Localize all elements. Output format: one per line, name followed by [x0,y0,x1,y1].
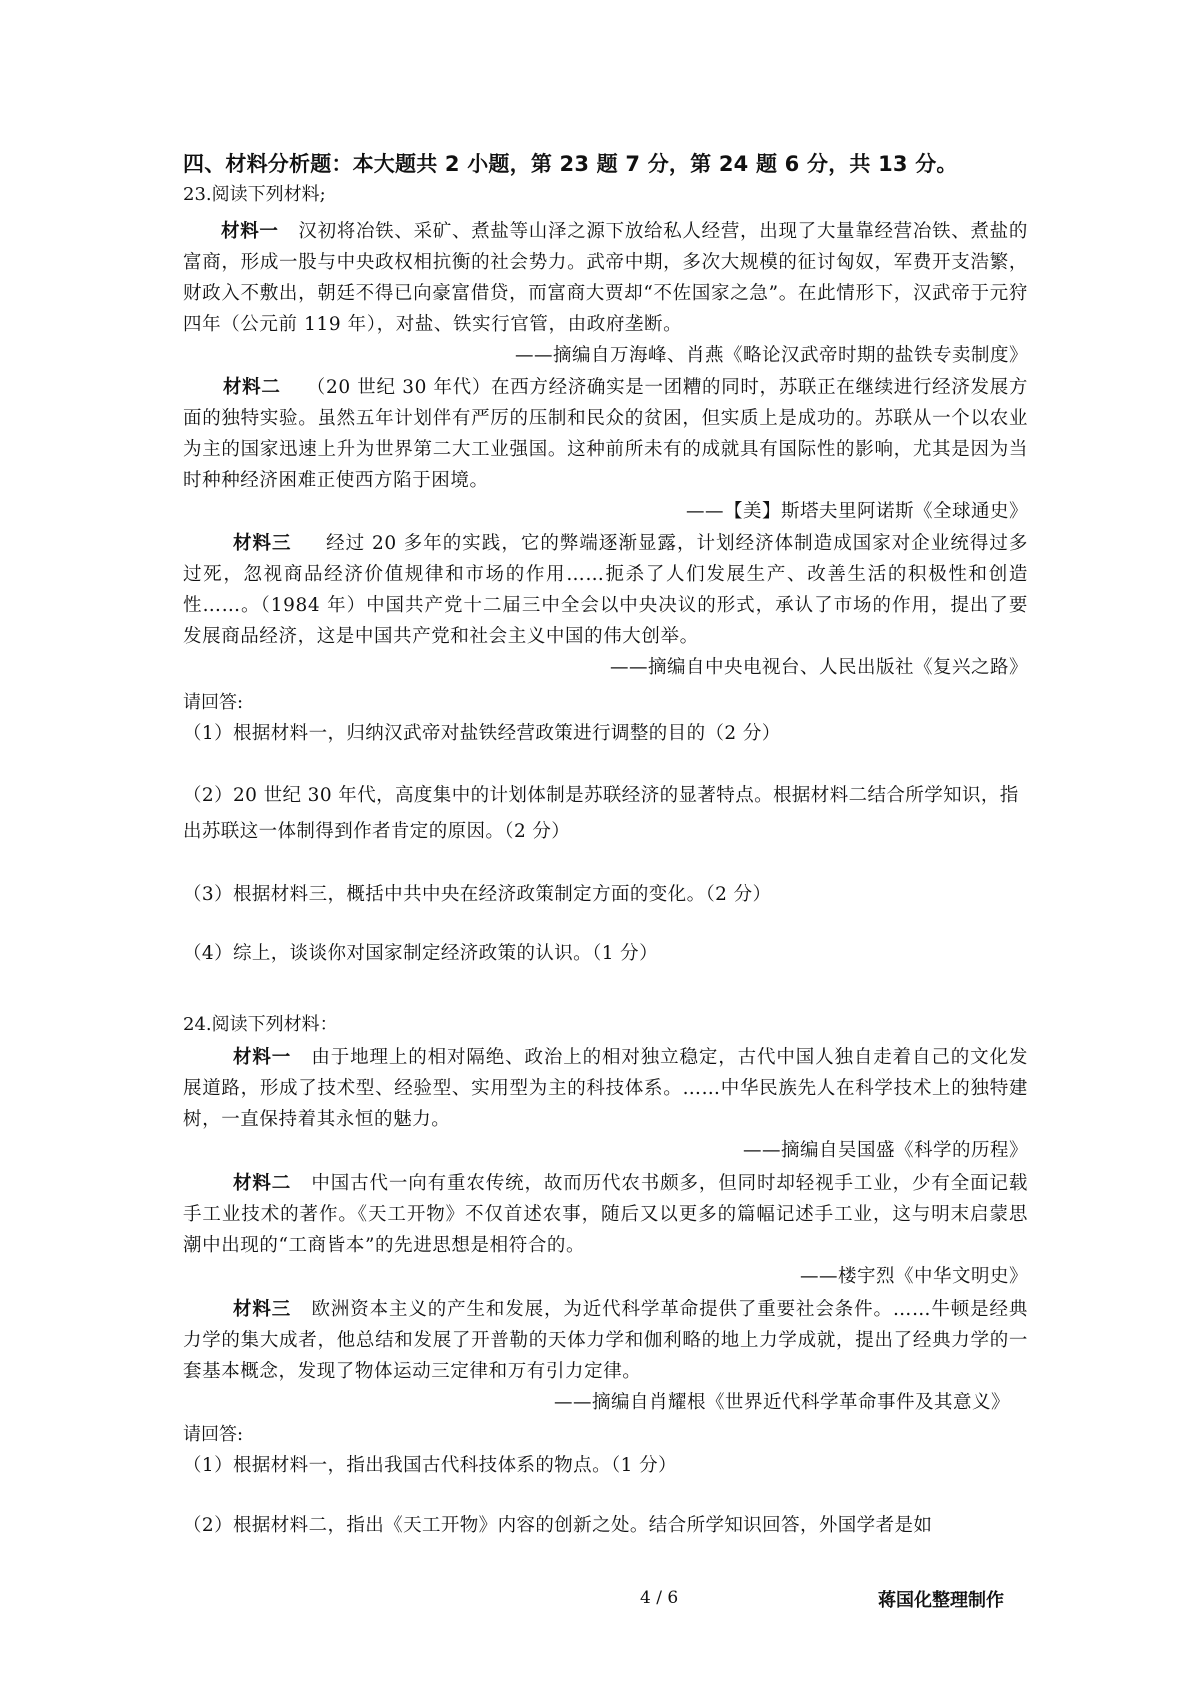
q23-material-1 [183,216,1028,340]
q24-material-3 [183,1294,1028,1387]
q24-material-3-text: 欧洲资本主义的产生和发展，为近代科学革命提供了重要社会条件。……牛顿是经典力学的集大成者，他总结和发展了开普勒的天体力学和伽利略的地上力学成就，提出了经典力学的一套基本概念，发现了物体运动三定律和万有引力定律。 [183,1299,1028,1382]
q23-sub-question-2: （2）20 世纪 30 年代，高度集中的计划体制是苏联经济的显著特点。根据材料二结合所学知识，指出苏联这一体制得到作者肯定的原因。（2 分） [183,785,1019,842]
q23-material-1-label: 材料一 [221,221,279,242]
q24-material-2-source: ——楼宇烈《中华文明史》 [799,1266,1028,1287]
q24-material-1 [183,1042,1028,1135]
q24-material-2-text: 中国古代一向有重农传统，故而历代农书颇多，但同时却轻视手工业，少有全面记载手工业技术的著作。《天工开物》不仅首述农事，随后又以更多的篇幅记述手工业，这与明末启蒙思潮中出现的“工商皆本”的先进思想是相符合的。 [183,1173,1028,1256]
q24-material-3-source: ——摘编自肖耀根《世界近代科学革命事件及其意义》 [553,1392,1010,1413]
q23-material-3-text: 经过 20 多年的实践，它的弊端逐渐显露，计划经济体制造成国家对企业统得过多过死，忽视商品经济价值规律和市场的作用……扼杀了人们发展生产、改善生活的积极性和创造性……。（1984 年）中国共产党十二届三中全会以中央决议的形式，承认了市场的作用，提出了要发展商品经济，这是中国共产党和社会主义中国的伟大创举。 [183,533,1029,647]
q23-material-2-label: 材料二 [223,377,281,398]
q23-material-1-text: 汉初将冶铁、采矿、煮盐等山泽之源下放给私人经营，出现了大量靠经营冶铁、煮盐的富商，形成一股与中央政权相抗衡的社会势力。武帝中期，多次大规模的征讨匈奴，军费开支浩繁，财政入不敷出，朝廷不得已向豪富借贷，而富商大贾却“不佐国家之急”。在此情形下，汉武帝于元狩四年（公元前 119 年），对盐、铁实行官管，由政府垄断。 [183,221,1028,335]
q23-ask: 请回答: [183,692,244,713]
q24-heading: 24.阅读下列材料： [183,1014,338,1035]
q24-material-3-label: 材料三 [233,1299,292,1320]
page-number: 4 / 6 [640,1588,679,1608]
q24-sub-question-1: （1）根据材料一，指出我国古代科技体系的物点。（1 分） [183,1455,677,1476]
q23-material-2-text: （20 世纪 30 年代）在西方经济确实是一团糟的同时，苏联正在继续进行经济发展方面的独特实验。虽然五年计划伴有严厉的压制和民众的贫困，但实质上是成功的。苏联从一个以农业为主的国家迅速上升为世界第二大工业强国。这种前所未有的成就具有国际性的影响，尤其是因为当时种种经济困难正使西方陷于困境。 [183,377,1028,491]
q24-material-2 [183,1168,1028,1261]
q23-sub-question-3: （3）根据材料三，概括中共中央在经济政策制定方面的变化。（2 分） [183,884,772,905]
q24-material-2-label: 材料二 [233,1173,292,1194]
q23-material-3-source: ——摘编自中央电视台、人民出版社《复兴之路》 [609,657,1028,678]
q23-material-3 [183,528,1028,652]
q23-sub-question-4: （4）综上，谈谈你对国家制定经济政策的认识。（1 分） [183,943,658,964]
q23-sub-question-1: （1）根据材料一，归纳汉武帝对盐铁经营政策进行调整的目的（2 分） [183,723,781,744]
q23-heading: 23.阅读下列材料; [183,184,326,205]
q23-material-3-label: 材料三 [233,533,292,554]
credit-line: 蒋国化整理制作 [878,1590,1004,1611]
q24-ask: 请回答: [183,1424,244,1445]
q24-material-1-source: ——摘编自吴国盛《科学的历程》 [742,1140,1028,1161]
q23-material-1-source: ——摘编自万海峰、肖燕《略论汉武帝时期的盐铁专卖制度》 [514,345,1028,366]
q23-material-2-source: ——【美】斯塔夫里阿诺斯《全球通史》 [685,501,1028,522]
q24-material-1-label: 材料一 [233,1047,292,1068]
q23-material-2 [183,372,1028,496]
q24-material-1-text: 由于地理上的相对隔绝、政治上的相对独立稳定，古代中国人独自走着自己的文化发展道路，形成了技术型、经验型、实用型为主的科技体系。……中华民族先人在科学技术上的独特建树，一直保持着其永恒的魅力。 [183,1047,1028,1130]
section-title: 四、材料分析题：本大题共 2 小题，第 23 题 7 分，第 24 题 6 分，共 13 分。 [183,152,958,176]
q24-sub-question-2: （2）根据材料二，指出《天工开物》内容的创新之处。结合所学知识回答，外国学者是如 [183,1515,933,1536]
